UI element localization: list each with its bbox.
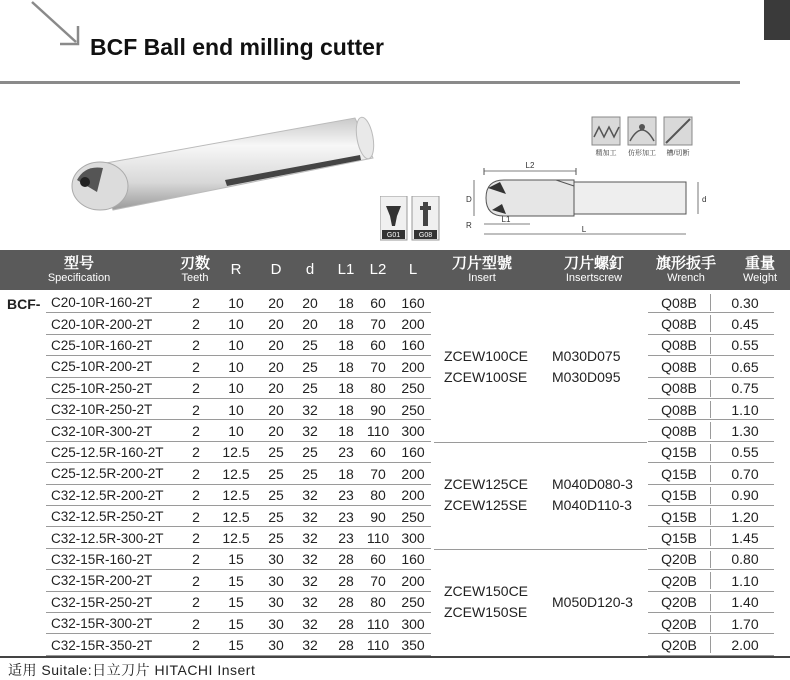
cell-r: 10 — [228, 358, 244, 375]
cell-l2: 110 — [366, 530, 390, 547]
cell-r: 10 — [228, 423, 244, 440]
col-weight-zh: 重量 — [744, 254, 775, 272]
table-row — [0, 634, 790, 655]
cell-teeth: 2 — [192, 551, 200, 568]
cell-weight: 0.65 — [731, 358, 759, 375]
col-spec-en: Specification — [47, 272, 111, 285]
cell-r: 15 — [228, 637, 244, 654]
cell-wrench: Q20B — [661, 572, 697, 589]
cell-d: 32 — [302, 401, 318, 418]
insert-code: ZCEW150SE — [444, 604, 528, 621]
cell-d: 25 — [302, 465, 318, 482]
cell-weight: 0.30 — [731, 294, 759, 311]
cell-weight: 1.30 — [731, 423, 759, 440]
screw-code: M030D095 — [552, 368, 621, 385]
cell-l: 160 — [401, 444, 425, 461]
cell-d: 25 — [268, 487, 284, 504]
cell-r: 10 — [228, 316, 244, 333]
table-row — [0, 463, 790, 484]
col-weight-en: Weight — [742, 272, 778, 285]
cell-wrench: Q15B — [661, 508, 697, 525]
row-wsep — [710, 358, 711, 375]
cell-weight: 1.10 — [731, 572, 759, 589]
cell-teeth: 2 — [192, 337, 200, 354]
corner-tab — [764, 0, 790, 40]
cell-r: 12.5 — [222, 444, 250, 461]
cell-d: 32 — [302, 551, 318, 568]
cell-l: 350 — [401, 637, 425, 654]
cell-spec: C25-10R-160-2T — [51, 337, 153, 353]
cell-spec: C25-12.5R-160-2T — [51, 444, 164, 460]
dim-label-l: L — [581, 225, 587, 234]
cell-teeth: 2 — [192, 380, 200, 397]
cell-wrench: Q08B — [661, 294, 697, 311]
cell-spec: C25-12.5R-200-2T — [51, 466, 164, 482]
row-wsep — [710, 636, 711, 653]
cell-l2: 90 — [370, 508, 386, 525]
dim-label-d-lower: d — [702, 195, 707, 204]
cell-d: 20 — [302, 294, 318, 311]
cell-l: 300 — [401, 423, 425, 440]
cell-d: 25 — [302, 380, 318, 397]
cell-l: 200 — [401, 487, 425, 504]
table-row — [0, 399, 790, 420]
cell-teeth: 2 — [192, 444, 200, 461]
row-wsep — [710, 529, 711, 546]
cell-l1: 23 — [338, 487, 354, 504]
cell-d: 20 — [268, 401, 284, 418]
table-row — [0, 570, 790, 591]
cell-d: 30 — [268, 637, 284, 654]
insert-code: ZCEW150CE — [444, 583, 529, 600]
cell-l2: 60 — [370, 337, 386, 354]
cell-d: 25 — [268, 530, 284, 547]
cell-weight: 0.80 — [731, 551, 759, 568]
cell-d: 32 — [302, 615, 318, 632]
col-wrench-zh: 旗形扳手 — [655, 254, 716, 272]
table-header — [0, 250, 790, 290]
cell-l: 160 — [401, 551, 425, 568]
cell-l1: 18 — [338, 358, 354, 375]
cell-teeth: 2 — [192, 615, 200, 632]
col-d-upper: D — [270, 260, 282, 278]
cell-d: 32 — [302, 530, 318, 547]
cell-spec: C20-10R-200-2T — [51, 316, 153, 332]
cell-l: 300 — [401, 530, 425, 547]
cell-d: 30 — [268, 572, 284, 589]
insert-group — [434, 292, 647, 442]
cell-teeth: 2 — [192, 530, 200, 547]
cell-l: 250 — [401, 594, 425, 611]
table-row — [0, 613, 790, 634]
table-row — [0, 378, 790, 399]
cell-wrench: Q15B — [661, 530, 697, 547]
cell-spec: C32-10R-250-2T — [51, 402, 153, 418]
dim-label-l2: L2 — [525, 161, 535, 170]
cell-l1: 18 — [338, 401, 354, 418]
cell-d: 25 — [268, 444, 284, 461]
cell-d: 25 — [268, 508, 284, 525]
cell-teeth: 2 — [192, 358, 200, 375]
cell-d: 32 — [302, 637, 318, 654]
cell-r: 10 — [228, 337, 244, 354]
cell-d: 32 — [302, 487, 318, 504]
col-teeth-en: Teeth — [181, 272, 209, 285]
cell-weight: 1.20 — [731, 508, 759, 525]
cell-l1: 28 — [338, 637, 354, 654]
cell-d: 20 — [268, 380, 284, 397]
cell-r: 15 — [228, 594, 244, 611]
table-row — [0, 592, 790, 613]
col-l: L — [408, 260, 418, 278]
cell-weight: 0.55 — [731, 444, 759, 461]
cell-l2: 90 — [370, 401, 386, 418]
cell-wrench: Q08B — [661, 358, 697, 375]
row-wsep — [710, 294, 711, 311]
cell-l2: 70 — [370, 316, 386, 333]
cell-d: 30 — [268, 594, 284, 611]
col-screw-zh: 刀片螺釘 — [563, 254, 624, 272]
cell-teeth: 2 — [192, 637, 200, 654]
insert-thumbnails — [380, 196, 442, 242]
col-screw — [548, 250, 640, 290]
cell-wrench: Q15B — [661, 465, 697, 482]
cell-l: 250 — [401, 380, 425, 397]
col-spec — [0, 250, 158, 290]
screw-code: M040D110-3 — [552, 497, 632, 514]
table-row — [0, 506, 790, 527]
row-wsep — [710, 465, 711, 482]
cell-l1: 23 — [338, 530, 354, 547]
cell-l: 250 — [401, 508, 425, 525]
op-label-slot: 槽/切断 — [666, 150, 690, 157]
row-wsep — [710, 315, 711, 332]
insert-code: ZCEW125CE — [444, 476, 529, 493]
cell-l2: 60 — [370, 294, 386, 311]
cell-l2: 80 — [370, 594, 386, 611]
cell-l: 250 — [401, 401, 425, 418]
cell-l2: 60 — [370, 444, 386, 461]
cell-d: 32 — [302, 508, 318, 525]
cutter-photo — [55, 110, 385, 215]
cell-l2: 70 — [370, 572, 386, 589]
cell-d: 25 — [302, 444, 318, 461]
cell-teeth: 2 — [192, 465, 200, 482]
col-screw-en: Insertscrew — [565, 272, 623, 285]
cell-r: 10 — [228, 380, 244, 397]
col-l1: L1 — [337, 260, 355, 278]
cell-l2: 110 — [366, 615, 390, 632]
col-r: R — [230, 260, 242, 278]
cell-l2: 80 — [370, 487, 386, 504]
cell-weight: 0.70 — [731, 465, 759, 482]
table-row — [0, 292, 790, 313]
row-wsep — [710, 401, 711, 418]
technical-drawing — [458, 158, 720, 248]
page-title: BCF Ball end milling cutter — [90, 34, 384, 60]
cell-teeth: 2 — [192, 316, 200, 333]
cell-r: 15 — [228, 615, 244, 632]
cell-d: 30 — [268, 615, 284, 632]
cell-d: 20 — [268, 316, 284, 333]
col-spec-zh: 型号 — [63, 254, 94, 272]
table-row — [0, 549, 790, 570]
operation-icons — [586, 115, 696, 160]
cell-r: 10 — [228, 294, 244, 311]
cell-l1: 18 — [338, 465, 354, 482]
cell-r: 10 — [228, 401, 244, 418]
table-row — [0, 420, 790, 441]
cell-weight: 0.90 — [731, 487, 759, 504]
cell-l2: 70 — [370, 358, 386, 375]
cell-r: 15 — [228, 551, 244, 568]
cell-l: 300 — [401, 615, 425, 632]
cell-wrench: Q08B — [661, 316, 697, 333]
cell-r: 12.5 — [222, 508, 250, 525]
cell-teeth: 2 — [192, 423, 200, 440]
row-wsep — [710, 508, 711, 525]
insert-code: ZCEW100CE — [444, 347, 529, 364]
cell-wrench: Q15B — [661, 444, 697, 461]
cell-d: 20 — [268, 337, 284, 354]
cell-d: 25 — [268, 465, 284, 482]
cell-wrench: Q20B — [661, 637, 697, 654]
cell-teeth: 2 — [192, 572, 200, 589]
col-insert-zh: 刀片型號 — [451, 254, 512, 272]
row-wsep — [710, 422, 711, 439]
col-l2: L2 — [369, 260, 387, 278]
thumb-label-g08: G08 — [418, 232, 433, 239]
thumb-label-g01: G01 — [386, 232, 401, 239]
cell-l1: 18 — [338, 316, 354, 333]
cell-spec: C32-15R-350-2T — [51, 637, 153, 653]
cell-l1: 23 — [338, 444, 354, 461]
table-row — [0, 485, 790, 506]
cell-d: 20 — [268, 358, 284, 375]
screw-code: M040D080-3 — [552, 476, 633, 493]
cell-wrench: Q08B — [661, 380, 697, 397]
col-weight — [734, 250, 786, 290]
cell-wrench: Q20B — [661, 551, 697, 568]
table-row — [0, 313, 790, 334]
row-wsep — [710, 572, 711, 589]
cell-teeth: 2 — [192, 294, 200, 311]
cell-d: 32 — [302, 594, 318, 611]
cell-l2: 110 — [366, 423, 390, 440]
cell-wrench: Q08B — [661, 401, 697, 418]
col-insert-en: Insert — [468, 272, 496, 285]
screw-code: M030D075 — [552, 347, 621, 364]
col-wrench-en: Wrench — [667, 272, 705, 285]
cell-l2: 60 — [370, 551, 386, 568]
cell-wrench: Q08B — [661, 423, 697, 440]
arrow-icon — [30, 0, 90, 52]
table-row — [0, 356, 790, 377]
cell-r: 12.5 — [222, 465, 250, 482]
col-teeth-zh: 刃数 — [179, 254, 210, 272]
cell-l1: 23 — [338, 508, 354, 525]
row-wsep — [710, 594, 711, 611]
cell-l1: 18 — [338, 294, 354, 311]
op-label-finish: 精加工 — [595, 150, 617, 157]
cell-l2: 80 — [370, 380, 386, 397]
cell-spec: C25-10R-200-2T — [51, 359, 153, 375]
footnote: 适用 Suitale:日立刀片 HITACHI Insert — [8, 662, 256, 678]
cell-spec: C32-12.5R-250-2T — [51, 509, 164, 525]
cell-wrench: Q08B — [661, 337, 697, 354]
insert-code: ZCEW125SE — [444, 497, 528, 514]
cell-teeth: 2 — [192, 594, 200, 611]
row-wsep — [710, 487, 711, 504]
cell-wrench: Q15B — [661, 487, 697, 504]
cell-l2: 110 — [366, 637, 390, 654]
cell-weight: 1.45 — [731, 530, 759, 547]
cell-spec: C32-15R-200-2T — [51, 573, 153, 589]
table-row — [0, 527, 790, 548]
cell-teeth: 2 — [192, 508, 200, 525]
cell-d: 25 — [302, 358, 318, 375]
cell-l: 200 — [401, 465, 425, 482]
cell-r: 12.5 — [222, 530, 250, 547]
cell-l1: 28 — [338, 615, 354, 632]
cell-spec: C32-10R-300-2T — [51, 423, 153, 439]
cell-wrench: Q20B — [661, 594, 697, 611]
cell-l1: 28 — [338, 572, 354, 589]
cell-d: 20 — [302, 316, 318, 333]
insert-group — [434, 442, 647, 549]
op-label-profile: 仿形加工 — [628, 150, 656, 157]
row-wsep — [710, 551, 711, 568]
cell-spec: C32-12.5R-200-2T — [51, 487, 164, 503]
cell-spec: C32-12.5R-300-2T — [51, 530, 164, 546]
cell-spec: C32-15R-250-2T — [51, 594, 153, 610]
cell-l1: 28 — [338, 551, 354, 568]
cell-weight: 2.00 — [731, 637, 759, 654]
table-row — [0, 442, 790, 463]
cell-spec: C20-10R-160-2T — [51, 295, 153, 311]
table-row — [0, 335, 790, 356]
cell-weight: 0.75 — [731, 380, 759, 397]
cell-weight: 1.10 — [731, 401, 759, 418]
insert-group — [434, 549, 647, 656]
cell-l: 200 — [401, 572, 425, 589]
dim-label-d-upper: D — [466, 195, 472, 204]
row-wsep — [710, 615, 711, 632]
col-d-lower: d — [305, 260, 315, 278]
cell-l1: 18 — [338, 337, 354, 354]
insert-code: ZCEW100SE — [444, 368, 528, 385]
bottom-rule — [0, 656, 790, 658]
cell-l2: 70 — [370, 465, 386, 482]
row-wsep — [710, 337, 711, 354]
cell-wrench: Q20B — [661, 615, 697, 632]
cell-teeth: 2 — [192, 487, 200, 504]
cell-d: 20 — [268, 294, 284, 311]
cell-r: 12.5 — [222, 487, 250, 504]
col-teeth — [174, 250, 216, 290]
cell-l: 200 — [401, 316, 425, 333]
cell-l: 160 — [401, 294, 425, 311]
col-insert — [440, 250, 524, 290]
row-wsep — [710, 444, 711, 461]
cell-spec: C32-15R-300-2T — [51, 616, 153, 632]
cell-weight: 1.40 — [731, 594, 759, 611]
cell-l1: 28 — [338, 594, 354, 611]
cell-d: 32 — [302, 572, 318, 589]
cell-d: 25 — [302, 337, 318, 354]
cell-d: 30 — [268, 551, 284, 568]
title-rule — [0, 81, 740, 84]
cell-l1: 18 — [338, 380, 354, 397]
screw-code: M050D120-3 — [552, 593, 633, 610]
cell-weight: 0.55 — [731, 337, 759, 354]
cell-d: 20 — [268, 423, 284, 440]
cell-l: 200 — [401, 358, 425, 375]
cell-weight: 1.70 — [731, 615, 759, 632]
row-wsep — [710, 380, 711, 397]
col-wrench — [650, 250, 722, 290]
cell-d: 32 — [302, 423, 318, 440]
cell-teeth: 2 — [192, 401, 200, 418]
cell-weight: 0.45 — [731, 316, 759, 333]
cell-l: 160 — [401, 337, 425, 354]
dim-label-l1: L1 — [501, 215, 511, 224]
spec-prefix: BCF- — [7, 296, 41, 312]
cell-spec: C25-10R-250-2T — [51, 380, 153, 396]
dim-label-r: R — [466, 221, 472, 230]
cell-l1: 18 — [338, 423, 354, 440]
cell-spec: C32-15R-160-2T — [51, 551, 153, 567]
cell-r: 15 — [228, 572, 244, 589]
